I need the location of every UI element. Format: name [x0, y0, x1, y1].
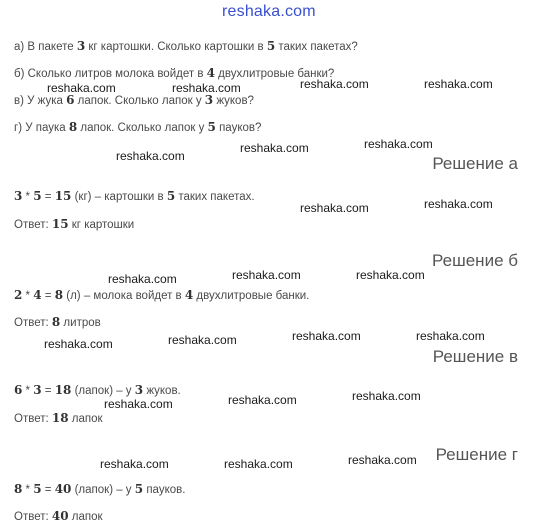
watermark: reshaka.com [228, 393, 297, 407]
watermark: reshaka.com [352, 389, 421, 403]
watermark: reshaka.com [224, 457, 293, 471]
watermark: reshaka.com [116, 149, 185, 163]
watermark: reshaka.com [424, 197, 493, 211]
solution-answer-c: Ответ: 18 лапок [14, 411, 103, 425]
watermark: reshaka.com [364, 137, 433, 151]
watermark: reshaka.com [348, 453, 417, 467]
solution-expr-c: 6 * 3 = 18 (лапок) – у 3 жуков. [14, 383, 181, 397]
solution-answer-b: Ответ: 8 литров [14, 315, 101, 329]
watermark: reshaka.com [168, 333, 237, 347]
solution-expr-d: 8 * 5 = 40 (лапок) – у 5 пауков. [14, 482, 186, 496]
watermark: reshaka.com [416, 329, 485, 343]
watermark: reshaka.com [300, 77, 369, 91]
solution-answer-a: Ответ: 15 кг картошки [14, 217, 135, 231]
solution-heading-d: Решение г [435, 445, 518, 464]
solution-heading-a: Решение а [432, 154, 518, 173]
solution-answer-d: Ответ: 40 лапок [14, 509, 103, 523]
solution-heading-b: Решение б [432, 251, 518, 270]
watermark: reshaka.com [240, 141, 309, 155]
watermark: reshaka.com [108, 272, 177, 286]
watermark: reshaka.com [172, 81, 241, 95]
solution-expr-b: 2 * 4 = 8 (л) – молока войдет в 4 двухлитровые банки. [14, 288, 310, 302]
watermark: reshaka.com [232, 268, 301, 282]
question-d: г) У паука 8 лапок. Сколько лапок у 5 пауков? [14, 120, 262, 134]
watermark: reshaka.com [104, 397, 173, 411]
watermark: reshaka.com [300, 201, 369, 215]
watermark: reshaka.com [424, 77, 493, 91]
solution-expr-a: 3 * 5 = 15 (кг) – картошки в 5 таких пакетах. [14, 189, 255, 203]
question-c: в) У жука 6 лапок. Сколько лапок у 3 жуков? [14, 93, 254, 107]
site-title: reshaka.com [222, 3, 316, 20]
watermark: reshaka.com [44, 337, 113, 351]
watermark: reshaka.com [47, 81, 116, 95]
question-a: а) В пакете 3 кг картошки. Сколько картошки в 5 таких пакетах? [14, 39, 358, 53]
question-b: б) Сколько литров молока войдет в 4 двухлитровые банки? [14, 66, 335, 80]
watermark: reshaka.com [356, 268, 425, 282]
watermark: reshaka.com [292, 329, 361, 343]
watermark: reshaka.com [100, 457, 169, 471]
solution-heading-c: Решение в [432, 347, 518, 366]
